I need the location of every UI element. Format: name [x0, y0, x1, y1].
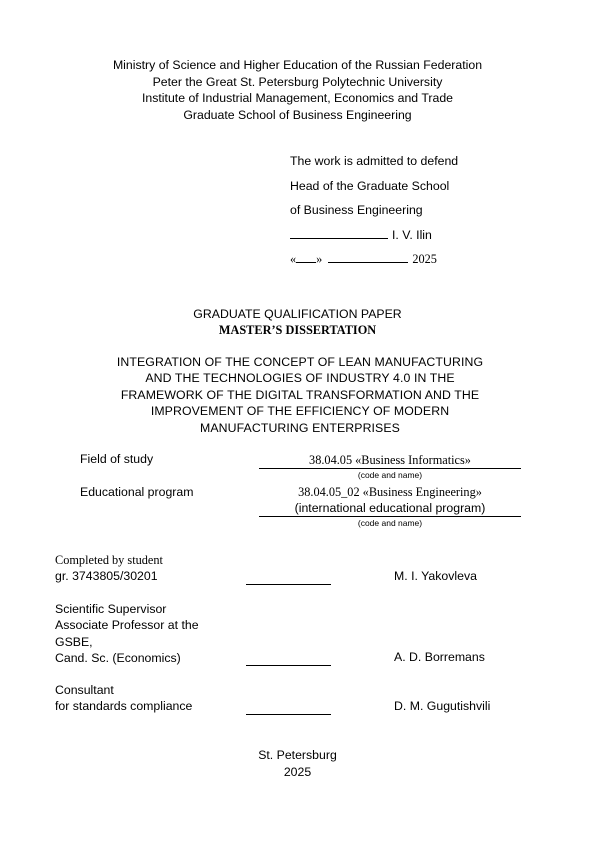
consultant-block	[55, 682, 192, 715]
supervisor-role: Scientific Supervisor	[55, 602, 167, 616]
student-block	[55, 552, 163, 585]
title-line: MANUFACTURING ENTERPRISES	[200, 420, 400, 435]
educational-program-value-block	[259, 484, 521, 528]
field-of-study-caption: (code and name)	[357, 470, 423, 480]
approval-line-3: of Business Engineering	[290, 203, 423, 217]
field-of-study-label: Field of study	[80, 452, 154, 466]
supervisor-position: Associate Professor at the	[55, 618, 199, 633]
student-role: Completed by student	[55, 553, 163, 567]
head-signature-blank	[290, 226, 388, 239]
educational-program-label: Educational program	[80, 485, 194, 499]
document-header	[0, 57, 595, 123]
date-close-quote: »	[316, 252, 323, 266]
approval-block	[290, 152, 458, 275]
consultant-signature-line	[246, 713, 331, 715]
title-line: INTEGRATION OF THE CONCEPT OF LEAN MANUFACTURING	[116, 355, 484, 369]
university-name: Peter the Great St. Petersburg Polytechnic University	[152, 74, 443, 89]
title-line: FRAMEWORK OF THE DIGITAL TRANSFORMATION AND THE	[120, 387, 480, 402]
dissertation-title	[60, 354, 540, 436]
day-blank	[296, 250, 316, 263]
paper-type-block	[0, 306, 595, 338]
date-open-quote: «	[290, 252, 297, 266]
supervisor-degree: Cand. Sc. (Economics)	[55, 650, 181, 665]
institute-name: Institute of Industrial Management, Economics and Trade	[141, 91, 453, 105]
educational-program-caption: (code and name)	[357, 518, 423, 528]
supervisor-block	[55, 601, 199, 666]
city: St. Petersburg	[258, 748, 337, 762]
field-of-study-value: 38.04.05 «Business Informatics»	[309, 453, 471, 467]
paper-subtype: MASTER’S DISSERTATION	[218, 323, 377, 337]
consultant-description: for standards compliance	[55, 699, 193, 714]
school-name: Graduate School of Business Engineering	[183, 107, 412, 122]
approval-line-2: Head of the Graduate School	[290, 178, 450, 193]
title-line: AND THE TECHNOLOGIES OF INDUSTRY 4.0 IN THE	[145, 371, 455, 386]
supervisor-department: GSBE,	[55, 634, 93, 649]
student-name: M. I. Yakovleva	[394, 569, 477, 583]
document-footer	[0, 747, 595, 780]
supervisor-name: A. D. Borremans	[394, 650, 485, 664]
paper-type: GRADUATE QUALIFICATION PAPER	[193, 307, 402, 321]
approval-line-1: The work is admitted to defend	[290, 154, 459, 168]
consultant-name: D. M. Gugutishvili	[394, 699, 491, 713]
educational-program-value: 38.04.05_02 «Business Engineering»	[298, 485, 482, 499]
consultant-role: Consultant	[55, 683, 114, 697]
field-of-study-value-block	[259, 452, 521, 480]
head-signature-row	[290, 226, 458, 251]
approval-date-row	[290, 250, 458, 275]
approval-year: 2025	[412, 252, 437, 266]
head-name: I. V. Ilin	[392, 227, 432, 242]
educational-program-value-line2: (international educational program)	[294, 501, 486, 515]
supervisor-signature-line	[246, 664, 331, 666]
ministry-name: Ministry of Science and Higher Education of the Russian Federation	[112, 58, 483, 72]
footer-year: 2025	[283, 764, 312, 779]
title-line: IMPROVEMENT OF THE EFFICIENCY OF MODERN	[150, 404, 450, 419]
student-group: gr. 3743805/30201	[55, 569, 158, 584]
student-signature-line	[246, 583, 331, 585]
month-blank	[328, 250, 408, 263]
